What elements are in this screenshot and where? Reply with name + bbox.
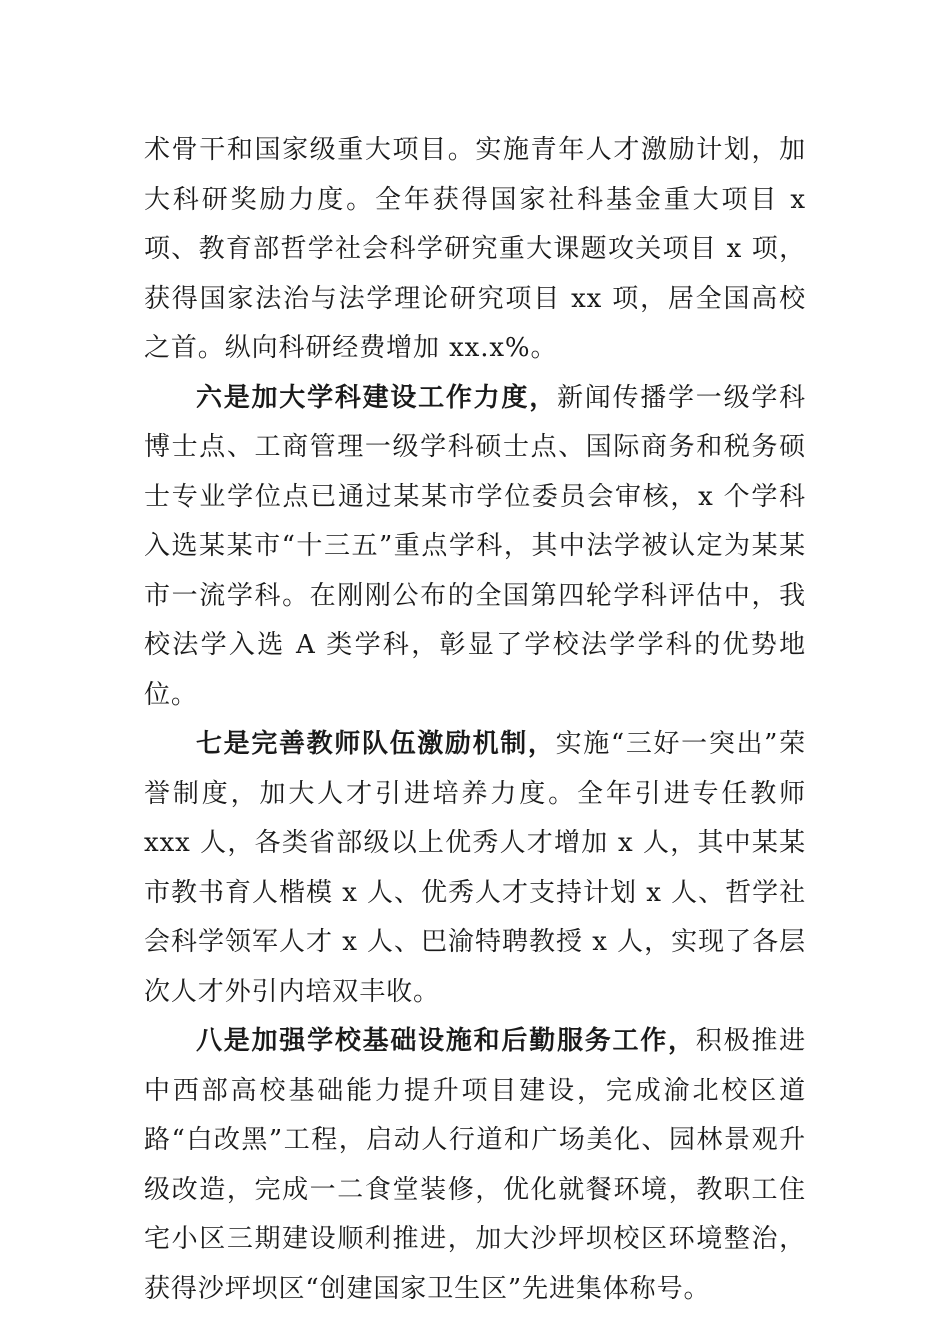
paragraph-heading: 七是完善教师队伍激励机制，	[196, 729, 556, 759]
paragraph-research-results	[144, 126, 806, 374]
paragraph-heading: 八是加强学校基础设施和后勤服务工作，	[196, 1026, 696, 1056]
document-body	[144, 126, 806, 1314]
paragraph-faculty-incentives	[144, 720, 806, 1017]
paragraph-text: 新闻传播学一级学科博士点、工商管理一级学科硕士点、国际商务和税务硕士专业学位点已通过某某市学位委员会审核，x 个学科入选某某市“十三五”重点学科，其中法学被认定为某某市一流学科。在刚刚公布的全国第四轮学科评估中，我校法学入选 A 类学科，彰显了学校法学学科的优势地位。	[144, 382, 806, 710]
paragraph-infrastructure-logistics	[144, 1017, 806, 1314]
paragraph-text: 术骨干和国家级重大项目。实施青年人才激励计划，加大科研奖励力度。全年获得国家社科基金重大项目 x 项、教育部哲学社会科学研究重大课题攻关项目 x 项，获得国家法治与法学理论研究项目 xx 项，居全国高校之首。纵向科研经费增加 xx.x%。	[144, 135, 806, 363]
paragraph-heading: 六是加大学科建设工作力度，	[196, 382, 557, 413]
paragraph-discipline-building	[144, 374, 806, 721]
paragraph-text: 实施“三好一突出”荣誉制度，加大人才引进培养力度。全年引进专任教师 xxx 人，各类省部级以上优秀人才增加 x 人，其中某某市教书育人楷模 x 人、优秀人才支持计划 x 人、哲学社会科学领军人才 x 人、巴渝特聘教授 x 人，实现了各层次人才外引内培双丰收。	[144, 729, 806, 1007]
paragraph-text: 积极推进中西部高校基础能力提升项目建设，完成渝北校区道路“白改黑”工程，启动人行道和广场美化、园林景观升级改造，完成一二食堂装修，优化就餐环境，教职工住宅小区三期建设顺利推进，加大沙坪坝校区环境整治，获得沙坪坝区“创建国家卫生区”先进集体称号。	[144, 1026, 806, 1304]
